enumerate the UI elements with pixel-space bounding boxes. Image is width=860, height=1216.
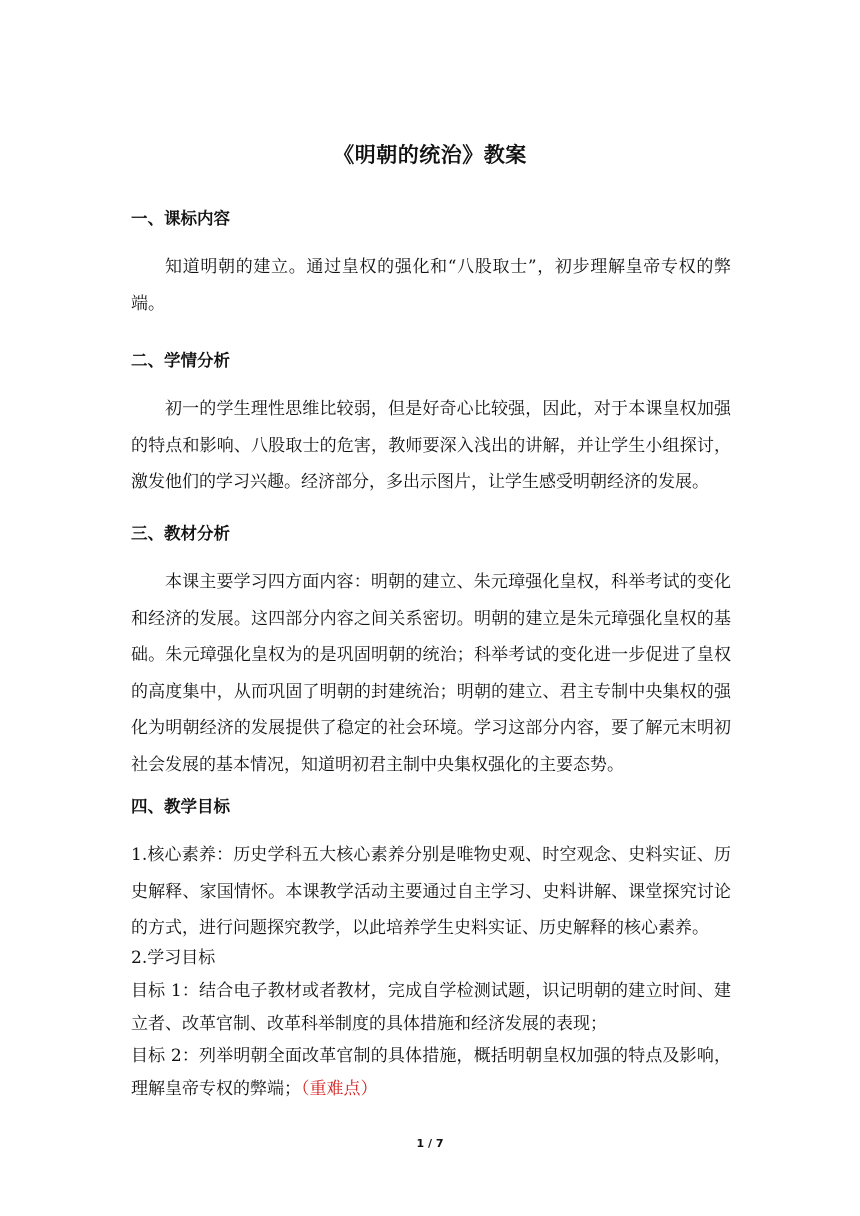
goal-1-text: 目标 1：结合电子教材或者教材，完成自学检测试题，识记明朝的建立时间、建立者、改革官制、改革科举制度的具体措施和经济发展的表现； bbox=[131, 981, 731, 1034]
paragraph-curriculum: 知道明朝的建立。通过皇权的强化和“八股取士”，初步理解皇帝专权的弊端。 bbox=[131, 257, 731, 314]
key-difficulty-mark: （重难点） bbox=[301, 1078, 378, 1099]
page-number: 1 / 7 bbox=[416, 1137, 444, 1150]
paragraph-core-literacy: 1.核心素养：历史学科五大核心素养分别是唯物史观、时空观念、史料实证、历史解释、家国情怀。本课教学活动主要通过自主学习、史料讲解、课堂探究讨论的方式，进行问题探究教学，以此培养学生史料实证、历史解释的核心素养。 bbox=[131, 845, 731, 938]
paragraph-student-analysis: 初一的学生理性思维比较弱，但是好奇心比较强，因此，对于本课皇权加强的特点和影响、八股取士的危害，教师要深入浅出的讲解，并让学生小组探讨，激发他们的学习兴趣。经济部分，多出示图片，让学生感受明朝经济的发展。 bbox=[131, 399, 731, 492]
document-title: 《明朝的统治》教案 bbox=[333, 143, 527, 167]
section-heading-teaching-goals: 四、教学目标 bbox=[131, 797, 230, 816]
paragraph-textbook-analysis: 本课主要学习四方面内容：明朝的建立、朱元璋强化皇权，科举考试的变化和经济的发展。这四部分内容之间关系密切。明朝的建立是朱元璋强化皇权的基础。朱元璋强化皇权为的是巩固明朝的统治；科举考试的变化进一步促进了皇权的高度集中，从而巩固了明朝的封建统治；明朝的建立、君主专制中央集权的强化为明朝经济的发展提供了稳定的社会环境。学习这部分内容，要了解元末明初社会发展的基本情况，知道明初君主制中央集权强化的主要态势。 bbox=[131, 572, 731, 775]
section-heading-student-analysis: 二、学情分析 bbox=[131, 351, 230, 370]
goal-2-text: 目标 2：列举明朝全面改革官制的具体措施，概括明朝皇权加强的特点及影响，理解皇帝专权的弊端； bbox=[131, 1046, 731, 1099]
learning-goals-label: 2.学习目标 bbox=[131, 948, 216, 968]
goal-2-paragraph bbox=[131, 1040, 731, 1105]
section-heading-curriculum: 一、课标内容 bbox=[131, 209, 230, 228]
section-heading-textbook-analysis: 三、教材分析 bbox=[131, 524, 230, 543]
